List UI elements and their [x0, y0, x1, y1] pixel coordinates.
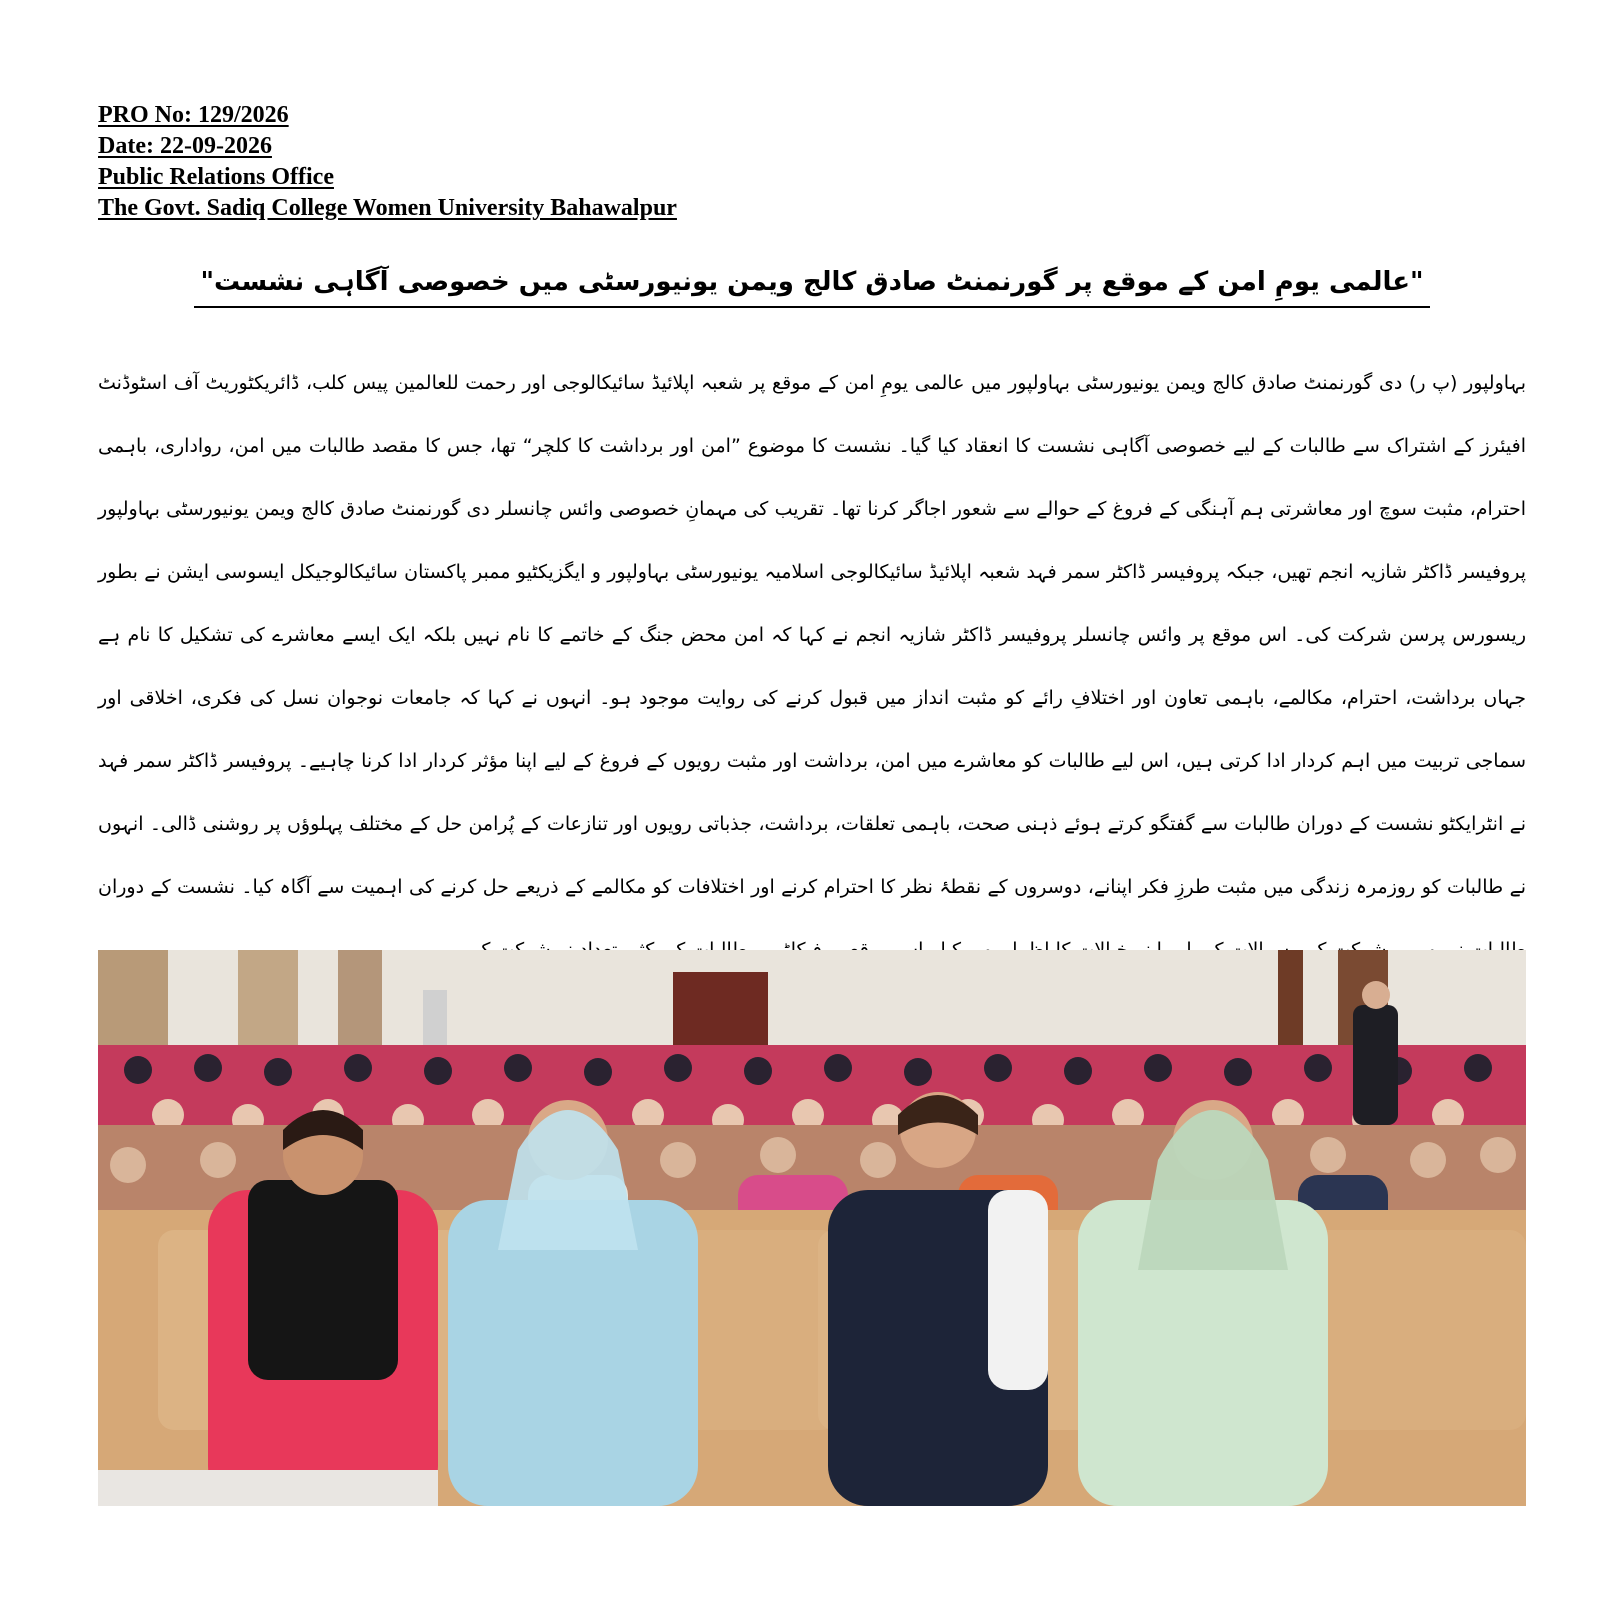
article-body: بہاولپور (پ ر) دی گورنمنٹ صادق کالج ویمن یونیورسٹی بہاولپور میں عالمی یومِ امن کے موقع پر شعبہ اپلائیڈ سائیکالوجی اور رحمت للعالمین پیس کلب، ڈائریکٹوریٹ آف اسٹوڈنٹ افیئرز کے اشتراک سے طالبات کے لیے خصوصی آگاہی نشست کا انعقاد کیا گیا۔ نشست کا موضوع ”امن اور برداشت کا کلچر“ تھا، جس کا مقصد طالبات میں امن، رواداری، باہمی احترام، مثبت سوچ اور معاشرتی ہم آہنگی کے فروغ کے حوالے سے شعور اجاگر کرنا تھا۔ تقریب کی مہمانِ خصوصی وائس چانسلر دی گورنمنٹ صادق کالج ویمن یونیورسٹی بہاولپور پروفیسر ڈاکٹر شازیہ انجم تھیں، جبکہ پروفیسر ڈاکٹر سمر فہد شعبہ اپلائیڈ سائیکالوجی اسلامیہ یونیورسٹی بہاولپور و ایگزیکٹیو ممبر پاکستان سائیکالوجیکل ایسوسی ایشن نے بطور ریسورس پرسن شرکت کی۔ اس موقع پر وائس چانسلر پروفیسر ڈاکٹر شازیہ انجم نے کہا کہ امن محض جنگ کے خاتمے کا نام نہیں بلکہ ایک ایسے معاشرے کی تشکیل کا نام ہے جہاں برداشت، احترام، مکالمے، باہمی تعاون اور اختلافِ رائے کو مثبت انداز میں قبول کرنے کی روایت موجود ہو۔ انہوں نے کہا کہ جامعات نوجوان نسل کی فکری، اخلاقی اور سماجی تربیت میں اہم کردار ادا کرتی ہیں، اس لیے طالبات کو معاشرے میں امن، برداشت اور مثبت رویوں کے فروغ کے لیے اپنا مؤثر کردار ادا کرنا چاہیے۔ پروفیسر ڈاکٹر سمر فہد نے انٹرایکٹو نشست کے دوران طالبات سے گفتگو کرتے ہوئے ذہنی صحت، باہمی تعلقات، برداشت، جذباتی رویوں اور تنازعات کے پُرامن حل کے مختلف پہلوؤں پر روشنی ڈالی۔ انہوں نے طالبات کو روزمرہ زندگی میں مثبت طرزِ فکر اپنانے، دوسروں کے نقطۂ نظر کا احترام کرنے اور اختلافات کو مکالمے کے ذریعے حل کرنے کی اہمیت سے آگاہ کیا۔ نشست کے دوران — [98, 372, 1526, 898]
release-date: Date: 22-09-2026 — [98, 133, 272, 159]
event-photo — [98, 950, 1526, 1506]
headline — [98, 262, 1526, 308]
headline-text: "عالمی یومِ امن کے موقع پر گورنمنٹ صادق کالج ویمن یونیورسٹی میں خصوصی آگاہی نشست" — [194, 262, 1429, 308]
event-photo-illustration — [98, 950, 1526, 1506]
pro-number: PRO No: 129/2026 — [98, 102, 289, 128]
letterhead — [98, 100, 677, 224]
office-name: Public Relations Office — [98, 164, 334, 190]
university-name: The Govt. Sadiq College Women University Bahawalpur — [98, 195, 677, 221]
